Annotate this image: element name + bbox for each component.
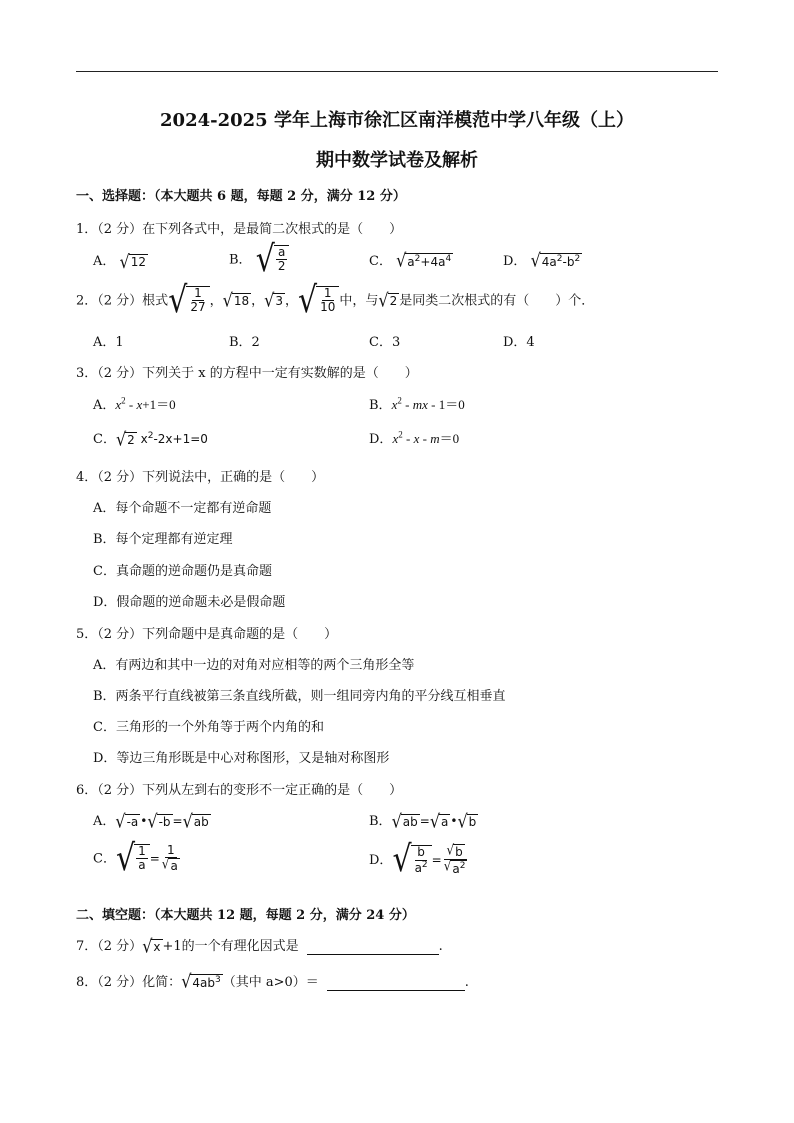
question-7: 7．（2 分） √ x +1的一个有理化因式是 .: [76, 935, 443, 957]
q5-option-c: C．三角形的一个外角等于两个内角的和: [93, 720, 324, 735]
question-3-stem: 3．（2 分）下列关于 x 的方程中一定有实数解的是（ ）: [76, 366, 418, 381]
q2-option-c: C．3: [369, 335, 401, 350]
q2-option-b: B．2: [229, 335, 260, 350]
question-6-stem: 6．（2 分）下列从左到右的变形不一定正确的是（ ）: [76, 783, 403, 798]
q5-option-a: A．有两边和其中一边的对角对应相等的两个三角形全等: [93, 658, 415, 673]
q5-option-d: D．等边三角形既是中心对称图形，又是轴对称图形: [93, 751, 390, 766]
q6-option-c: C． √ $\frac{1}{a}$ = 1 √ a: [93, 837, 178, 880]
section-heading-fill: 二、填空题：（本大题共 12 题，每题 2 分，满分 24 分）: [76, 908, 415, 923]
q4-option-b: B．每个定理都有逆定理: [93, 532, 233, 547]
answer-blank-7[interactable]: [307, 939, 439, 955]
page-subtitle: 期中数学试卷及解析: [316, 150, 478, 171]
q1-option-b: B． √ $\frac{a}{2}$: [229, 245, 289, 275]
q6-option-a: A． √ -a • √ -b = √ ab: [93, 810, 209, 832]
answer-blank-8[interactable]: [327, 975, 465, 991]
q1-option-c: C． √ $a^2+4a^4$: [369, 249, 452, 272]
question-8: 8．（2 分）化简： √ $4ab^3$ （其中 a>0）＝ .: [76, 970, 469, 993]
question-1-stem: 1．（2 分）在下列各式中，是最简二次根式的是（ ）: [76, 222, 403, 237]
q2-option-a: A．1: [93, 335, 124, 350]
question-5-stem: 5．（2 分）下列命题中是真命题的是（ ）: [76, 627, 338, 642]
page-title: 2024-2025 学年上海市徐汇区南洋模范中学八年级（上）: [160, 110, 634, 131]
q1-option-a: A． √ 12: [93, 250, 147, 272]
q6-option-d: D． √ $\frac{b}{a^2}$ = √ b √ $a^2$: [369, 838, 466, 881]
q1-option-d: D． √ $4a^2-b^2$: [503, 249, 581, 272]
header-rule: [76, 71, 718, 72]
q4-option-c: C．真命题的逆命题仍是真命题: [93, 564, 272, 579]
q3-option-b: B．$x^2$ - mx - 1＝0: [369, 395, 465, 413]
question-4-stem: 4．（2 分）下列说法中，正确的是（ ）: [76, 470, 325, 485]
q5-option-b: B．两条平行直线被第三条直线所截，则一组同旁内角的平分线互相垂直: [93, 689, 506, 704]
q2-option-d: D．4: [503, 335, 535, 350]
section-heading-choice: 一、选择题：（本大题共 6 题，每题 2 分，满分 12 分）: [76, 189, 406, 204]
q6-option-b: B． √ ab = √ a • √ b: [369, 810, 477, 832]
question-2-stem: 2．（2 分）根式 √ $\frac{1}{27}$ ， √ 18 ， √ 3 ， √ $\frac{1}{10}$ 中，与 √ 2 是同类二次根式的有（ ）个．: [76, 279, 595, 322]
q3-option-c: C． √ 2 $x^2-2x+1=0$: [93, 428, 208, 450]
q3-option-d: D．$x^2 - x - m=0$: [369, 429, 460, 447]
q4-option-a: A．每个命题不一定都有逆命题: [93, 501, 272, 516]
q3-option-a: A．$x^2 - x+1=0$: [93, 395, 176, 413]
q4-option-d: D．假命题的逆命题未必是假命题: [93, 595, 286, 610]
